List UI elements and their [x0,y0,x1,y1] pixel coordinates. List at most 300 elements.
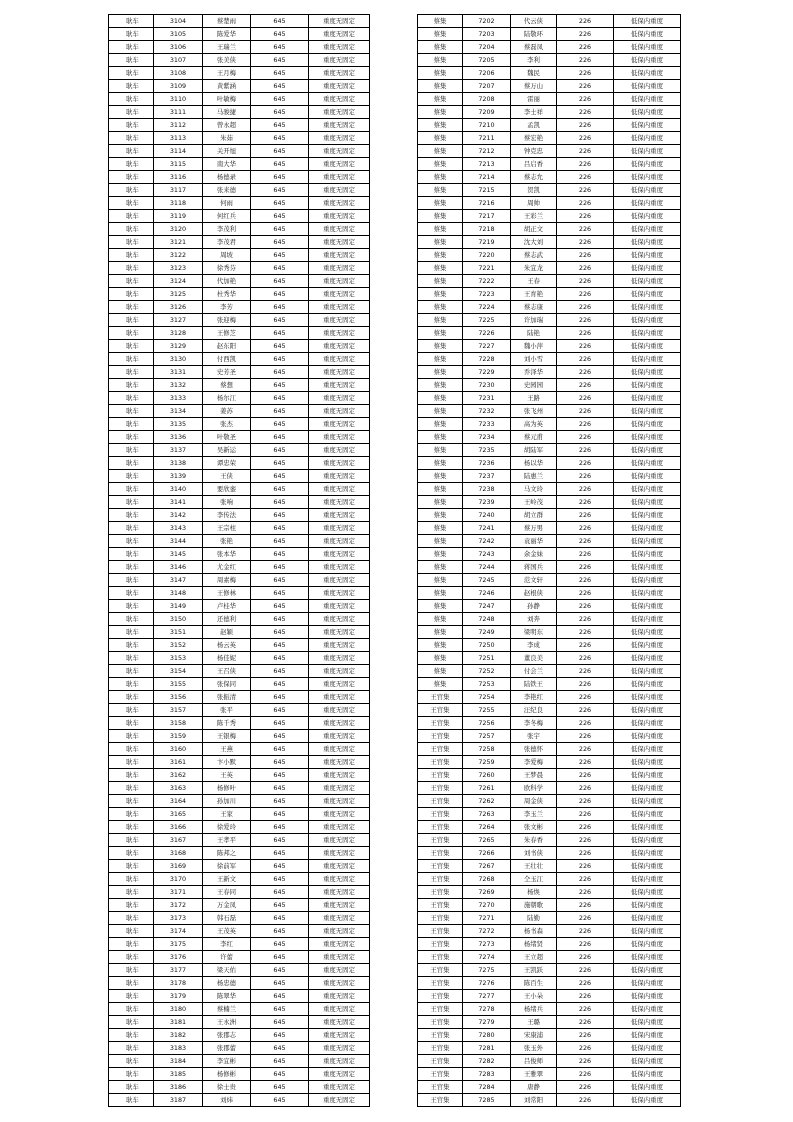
amount-cell: 645 [251,288,309,301]
table-row [418,717,681,730]
amount-cell: 645 [251,613,309,626]
name-cell: 尤金红 [203,561,251,574]
name-cell: 周素梅 [203,574,251,587]
amount-cell: 645 [251,561,309,574]
town-cell: 王官集 [418,1016,463,1029]
name-cell: 孙加川 [203,795,251,808]
category-cell: 低保内重度 [614,470,681,483]
amount-cell: 645 [251,1094,309,1107]
category-cell: 低保内重度 [614,691,681,704]
amount-cell: 226 [557,652,614,665]
serial-cell: 3105 [154,28,203,41]
name-cell: 宋康浦 [511,1029,557,1042]
serial-cell: 7274 [463,951,511,964]
table-row [109,990,370,1003]
category-cell: 重度无固定 [309,470,370,483]
name-cell: 蔡磊凤 [511,41,557,54]
serial-cell: 7263 [463,808,511,821]
amount-cell: 226 [557,548,614,561]
table-row [418,600,681,613]
town-cell: 蔡集 [418,392,463,405]
table-row [109,106,370,119]
town-cell: 耿车 [109,54,154,67]
name-cell: 吕俊师 [511,1055,557,1068]
town-cell: 王官集 [418,743,463,756]
amount-cell: 226 [557,1042,614,1055]
town-cell: 耿车 [109,860,154,873]
town-cell: 耿车 [109,418,154,431]
name-cell: 王凯跃 [511,964,557,977]
serial-cell: 7253 [463,678,511,691]
name-cell: 李士祥 [511,106,557,119]
town-cell: 蔡集 [418,249,463,262]
serial-cell: 3148 [154,587,203,600]
serial-cell: 3182 [154,1029,203,1042]
name-cell: 梁明东 [511,626,557,639]
table-row [418,808,681,821]
name-cell: 韩石磊 [203,912,251,925]
serial-cell: 7247 [463,600,511,613]
serial-cell: 7245 [463,574,511,587]
name-cell: 王侠 [203,470,251,483]
table-row [418,561,681,574]
name-cell: 李艳红 [511,691,557,704]
table-row [109,119,370,132]
serial-cell: 7219 [463,236,511,249]
name-cell: 雷丽 [511,93,557,106]
category-cell: 低保内重度 [614,457,681,470]
amount-cell: 645 [251,158,309,171]
serial-cell: 7280 [463,1029,511,1042]
name-cell: 袁丽华 [511,535,557,548]
serial-cell: 3136 [154,431,203,444]
table-row [109,665,370,678]
town-cell: 蔡集 [418,600,463,613]
name-cell: 陆艳 [511,327,557,340]
category-cell: 低保内重度 [614,483,681,496]
town-cell: 王官集 [418,717,463,730]
amount-cell: 645 [251,1003,309,1016]
name-cell: 张郡蕾 [203,1042,251,1055]
town-cell: 蔡集 [418,275,463,288]
name-cell: 张美侠 [203,54,251,67]
town-cell: 耿车 [109,1081,154,1094]
name-cell: 蒋国兵 [511,561,557,574]
amount-cell: 645 [251,366,309,379]
serial-cell: 3122 [154,249,203,262]
serial-cell: 3117 [154,184,203,197]
serial-cell: 3178 [154,977,203,990]
amount-cell: 645 [251,964,309,977]
town-cell: 耿车 [109,15,154,28]
serial-cell: 7240 [463,509,511,522]
table-row [418,1094,681,1107]
category-cell: 重度无固定 [309,392,370,405]
serial-cell: 3168 [154,847,203,860]
amount-cell: 645 [251,405,309,418]
category-cell: 重度无固定 [309,626,370,639]
amount-cell: 226 [557,366,614,379]
name-cell: 蔡万山 [511,80,557,93]
town-cell: 耿车 [109,665,154,678]
serial-cell: 3152 [154,639,203,652]
category-cell: 重度无固定 [309,522,370,535]
table-row [418,444,681,457]
name-cell: 徐爱玲 [203,821,251,834]
serial-cell: 7262 [463,795,511,808]
serial-cell: 3180 [154,1003,203,1016]
town-cell: 蔡集 [418,158,463,171]
serial-cell: 3123 [154,262,203,275]
name-cell: 李玉兰 [511,808,557,821]
serial-cell: 3141 [154,496,203,509]
category-cell: 低保内重度 [614,80,681,93]
name-cell: 张宇 [511,730,557,743]
name-cell: 李红 [203,938,251,951]
category-cell: 低保内重度 [614,756,681,769]
table-row [418,587,681,600]
table-row [109,730,370,743]
table-row [418,691,681,704]
table-row [418,613,681,626]
town-cell: 耿车 [109,1016,154,1029]
town-cell: 耿车 [109,535,154,548]
table-row [418,665,681,678]
town-cell: 蔡集 [418,639,463,652]
amount-cell: 226 [557,93,614,106]
category-cell: 重度无固定 [309,977,370,990]
table-row [418,925,681,938]
category-cell: 低保内重度 [614,158,681,171]
amount-cell: 226 [557,184,614,197]
category-cell: 重度无固定 [309,548,370,561]
category-cell: 低保内重度 [614,964,681,977]
serial-cell: 3108 [154,67,203,80]
serial-cell: 3160 [154,743,203,756]
amount-cell: 645 [251,782,309,795]
amount-cell: 226 [557,1029,614,1042]
name-cell: 许加瑞 [511,314,557,327]
town-cell: 耿车 [109,548,154,561]
amount-cell: 226 [557,678,614,691]
serial-cell: 7282 [463,1055,511,1068]
serial-cell: 7226 [463,327,511,340]
town-cell: 蔡集 [418,301,463,314]
table-row [109,366,370,379]
table-row [109,379,370,392]
town-cell: 耿车 [109,639,154,652]
table-row [418,1016,681,1029]
name-cell: 杨云英 [203,639,251,652]
serial-cell: 3114 [154,145,203,158]
amount-cell: 645 [251,236,309,249]
category-cell: 低保内重度 [614,366,681,379]
town-cell: 王官集 [418,847,463,860]
table-row [109,93,370,106]
town-cell: 蔡集 [418,405,463,418]
table-row [109,470,370,483]
town-cell: 王官集 [418,1094,463,1107]
amount-cell: 226 [557,353,614,366]
amount-cell: 226 [557,314,614,327]
amount-cell: 226 [557,1068,614,1081]
town-cell: 蔡集 [418,210,463,223]
left-roster-table [108,14,370,1107]
town-cell: 蔡集 [418,496,463,509]
amount-cell: 645 [251,769,309,782]
name-cell: 蔡志允 [511,171,557,184]
serial-cell: 7233 [463,418,511,431]
table-row [109,717,370,730]
town-cell: 王官集 [418,1003,463,1016]
name-cell: 杨以华 [511,457,557,470]
town-cell: 耿车 [109,301,154,314]
name-cell: 张杰 [203,418,251,431]
category-cell: 重度无固定 [309,1081,370,1094]
town-cell: 耿车 [109,210,154,223]
table-row [109,756,370,769]
town-cell: 王官集 [418,977,463,990]
amount-cell: 226 [557,600,614,613]
table-row [418,457,681,470]
name-cell: 张平 [203,704,251,717]
category-cell: 重度无固定 [309,119,370,132]
amount-cell: 226 [557,379,614,392]
town-cell: 蔡集 [418,184,463,197]
amount-cell: 226 [557,535,614,548]
town-cell: 王官集 [418,873,463,886]
name-cell: 胡立群 [511,509,557,522]
amount-cell: 645 [251,80,309,93]
serial-cell: 7236 [463,457,511,470]
category-cell: 低保内重度 [614,301,681,314]
category-cell: 低保内重度 [614,1029,681,1042]
town-cell: 王官集 [418,808,463,821]
table-row [418,769,681,782]
category-cell: 重度无固定 [309,80,370,93]
category-cell: 重度无固定 [309,964,370,977]
name-cell: 孟凯 [511,119,557,132]
town-cell: 耿车 [109,444,154,457]
town-cell: 蔡集 [418,626,463,639]
table-row [109,54,370,67]
table-row [109,964,370,977]
name-cell: 张振清 [203,691,251,704]
town-cell: 耿车 [109,1055,154,1068]
amount-cell: 645 [251,691,309,704]
town-cell: 蔡集 [418,561,463,574]
amount-cell: 645 [251,184,309,197]
serial-cell: 7216 [463,197,511,210]
name-cell: 王永洲 [203,1016,251,1029]
name-cell: 李茂利 [203,223,251,236]
town-cell: 耿车 [109,236,154,249]
category-cell: 重度无固定 [309,938,370,951]
town-cell: 王官集 [418,782,463,795]
town-cell: 耿车 [109,392,154,405]
amount-cell: 226 [557,457,614,470]
table-row [418,535,681,548]
amount-cell: 226 [557,392,614,405]
serial-cell: 7268 [463,873,511,886]
amount-cell: 645 [251,574,309,587]
town-cell: 耿车 [109,561,154,574]
table-row [109,743,370,756]
serial-cell: 3161 [154,756,203,769]
amount-cell: 226 [557,873,614,886]
town-cell: 耿车 [109,262,154,275]
category-cell: 重度无固定 [309,15,370,28]
serial-cell: 3179 [154,990,203,1003]
amount-cell: 226 [557,795,614,808]
category-cell: 低保内重度 [614,652,681,665]
table-row [109,847,370,860]
name-cell: 李茂君 [203,236,251,249]
name-cell: 王小朵 [511,990,557,1003]
table-row [418,379,681,392]
amount-cell: 226 [557,106,614,119]
table-row [109,522,370,535]
table-row [418,275,681,288]
town-cell: 耿车 [109,730,154,743]
table-row [418,431,681,444]
amount-cell: 226 [557,132,614,145]
amount-cell: 645 [251,314,309,327]
name-cell: 王燕 [203,743,251,756]
category-cell: 低保内重度 [614,795,681,808]
table-row [418,704,681,717]
serial-cell: 3104 [154,15,203,28]
name-cell: 王春同 [203,886,251,899]
table-row [109,509,370,522]
name-cell: 钟克忠 [511,145,557,158]
town-cell: 蔡集 [418,262,463,275]
amount-cell: 645 [251,587,309,600]
town-cell: 耿车 [109,522,154,535]
amount-cell: 645 [251,509,309,522]
town-cell: 耿车 [109,314,154,327]
town-cell: 蔡集 [418,535,463,548]
name-cell: 陆敬环 [511,28,557,41]
serial-cell: 7239 [463,496,511,509]
serial-cell: 3129 [154,340,203,353]
category-cell: 重度无固定 [309,821,370,834]
town-cell: 蔡集 [418,132,463,145]
town-cell: 耿车 [109,574,154,587]
amount-cell: 645 [251,652,309,665]
amount-cell: 226 [557,275,614,288]
town-cell: 耿车 [109,483,154,496]
serial-cell: 3187 [154,1094,203,1107]
town-cell: 耿车 [109,717,154,730]
category-cell: 低保内重度 [614,262,681,275]
table-row [109,587,370,600]
table-row [418,1042,681,1055]
amount-cell: 226 [557,756,614,769]
table-row [109,899,370,912]
category-cell: 重度无固定 [309,639,370,652]
category-cell: 重度无固定 [309,184,370,197]
amount-cell: 226 [557,743,614,756]
table-row [418,639,681,652]
category-cell: 重度无固定 [309,769,370,782]
town-cell: 耿车 [109,990,154,1003]
table-row [109,80,370,93]
serial-cell: 7270 [463,899,511,912]
table-row [418,210,681,223]
table-row [418,15,681,28]
name-cell: 周帅 [511,197,557,210]
category-cell: 重度无固定 [309,93,370,106]
amount-cell: 226 [557,301,614,314]
amount-cell: 645 [251,496,309,509]
name-cell: 王孝平 [203,834,251,847]
category-cell: 重度无固定 [309,782,370,795]
table-row [109,262,370,275]
town-cell: 耿车 [109,132,154,145]
category-cell: 低保内重度 [614,522,681,535]
table-row [109,574,370,587]
category-cell: 低保内重度 [614,743,681,756]
table-row [109,808,370,821]
town-cell: 蔡集 [418,613,463,626]
table-row [109,925,370,938]
name-cell: 王壮壮 [511,860,557,873]
category-cell: 低保内重度 [614,1042,681,1055]
town-cell: 耿车 [109,496,154,509]
serial-cell: 7235 [463,444,511,457]
category-cell: 低保内重度 [614,15,681,28]
amount-cell: 645 [251,860,309,873]
name-cell: 张玉外 [511,1042,557,1055]
category-cell: 低保内重度 [614,106,681,119]
category-cell: 低保内重度 [614,405,681,418]
name-cell: 陈爱华 [203,28,251,41]
name-cell: 王召侠 [203,665,251,678]
amount-cell: 645 [251,886,309,899]
name-cell: 王茂英 [203,925,251,938]
amount-cell: 226 [557,67,614,80]
name-cell: 蔡志康 [511,301,557,314]
name-cell: 付会兰 [511,665,557,678]
category-cell: 低保内重度 [614,613,681,626]
category-cell: 低保内重度 [614,860,681,873]
serial-cell: 7208 [463,93,511,106]
table-row [418,912,681,925]
amount-cell: 226 [557,899,614,912]
amount-cell: 645 [251,223,309,236]
table-row [109,626,370,639]
town-cell: 耿车 [109,93,154,106]
category-cell: 低保内重度 [614,535,681,548]
serial-cell: 3156 [154,691,203,704]
town-cell: 耿车 [109,808,154,821]
category-cell: 低保内重度 [614,41,681,54]
amount-cell: 645 [251,626,309,639]
table-row [109,1016,370,1029]
serial-cell: 7218 [463,223,511,236]
name-cell: 蔡万男 [511,522,557,535]
category-cell: 低保内重度 [614,899,681,912]
serial-cell: 3159 [154,730,203,743]
table-row [109,873,370,886]
table-row [109,249,370,262]
serial-cell: 7221 [463,262,511,275]
name-cell: 赵颖 [203,626,251,639]
category-cell: 重度无固定 [309,431,370,444]
serial-cell: 3175 [154,938,203,951]
category-cell: 重度无固定 [309,691,370,704]
